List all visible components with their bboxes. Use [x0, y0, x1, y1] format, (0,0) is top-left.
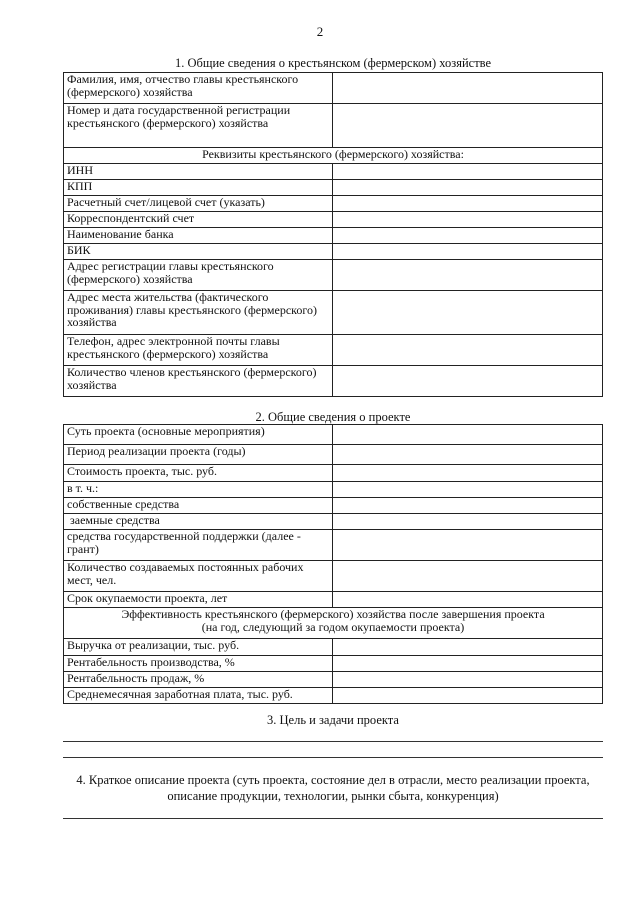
field-label: Количество членов крестьянского (фермерского) хозяйства — [64, 366, 333, 397]
members-count-field[interactable] — [333, 366, 603, 397]
field-label: Среднемесячная заработная плата, тыс. руб. — [64, 688, 333, 704]
field-label: Адрес места жительства (фактического проживания) главы крестьянского (фермерского) хозяйства — [64, 291, 333, 335]
page-number: 2 — [316, 24, 324, 39]
section1-table — [63, 72, 603, 397]
field-label: Рентабельность продаж, % — [64, 672, 333, 688]
bik-field[interactable] — [333, 244, 603, 260]
efficiency-header-row — [64, 608, 603, 639]
field-label: в т. ч.: — [64, 482, 333, 498]
revenue-field[interactable] — [333, 639, 603, 656]
answer-line[interactable] — [63, 757, 603, 758]
field-label: ИНН — [64, 164, 333, 180]
own-funds-field[interactable] — [333, 498, 603, 514]
payback-field[interactable] — [333, 592, 603, 608]
field-label: КПП — [64, 180, 333, 196]
field-label: Выручка от реализации, тыс. руб. — [64, 639, 333, 656]
grant-field[interactable] — [333, 530, 603, 561]
table-row — [64, 530, 603, 561]
table-row — [64, 561, 603, 592]
borrowed-funds-field[interactable] — [333, 514, 603, 530]
project-cost-field[interactable] — [333, 465, 603, 482]
section4-title-line1: 4. Краткое описание проекта (суть проекта, состояние дел в отрасли, место реализации проекта, — [76, 773, 590, 787]
project-essence-field[interactable] — [333, 425, 603, 445]
table-row — [64, 482, 603, 498]
table-row — [64, 335, 603, 366]
field-label: заемные средства — [64, 514, 333, 530]
reg-address-field[interactable] — [333, 260, 603, 291]
including-field[interactable] — [333, 482, 603, 498]
account-field[interactable] — [333, 196, 603, 212]
registration-field[interactable] — [333, 104, 603, 148]
table-row — [64, 688, 603, 704]
efficiency-header-line1: Эффективность крестьянского (фермерского) хозяйства после завершения проекта — [121, 607, 545, 621]
head-fio-field[interactable] — [333, 73, 603, 104]
table-row — [64, 656, 603, 672]
table-row — [64, 592, 603, 608]
jobs-field[interactable] — [333, 561, 603, 592]
avg-salary-field[interactable] — [333, 688, 603, 704]
table-row — [64, 228, 603, 244]
field-label: Стоимость проекта, тыс. руб. — [64, 465, 333, 482]
kpp-field[interactable] — [333, 180, 603, 196]
efficiency-header — [64, 608, 603, 639]
table-row — [64, 260, 603, 291]
table-row — [64, 73, 603, 104]
field-label: Адрес регистрации главы крестьянского (фермерского) хозяйства — [64, 260, 333, 291]
table-row — [64, 639, 603, 656]
table-row — [64, 212, 603, 228]
table-row — [64, 196, 603, 212]
table-row — [64, 498, 603, 514]
sales-profitability-field[interactable] — [333, 672, 603, 688]
answer-line[interactable] — [63, 741, 603, 742]
field-label: Период реализации проекта (годы) — [64, 445, 333, 465]
field-label: БИК — [64, 244, 333, 260]
table-row — [64, 180, 603, 196]
field-label: Наименование банка — [64, 228, 333, 244]
corr-account-field[interactable] — [333, 212, 603, 228]
field-label: средства государственной поддержки (далее - грант) — [64, 530, 333, 561]
inn-field[interactable] — [333, 164, 603, 180]
residence-address-field[interactable] — [333, 291, 603, 335]
field-label: собственные средства — [64, 498, 333, 514]
field-label: Фамилия, имя, отчество главы крестьянского (фермерского) хозяйства — [64, 73, 333, 104]
project-period-field[interactable] — [333, 445, 603, 465]
field-label: Корреспондентский счет — [64, 212, 333, 228]
field-label: Телефон, адрес электронной почты главы крестьянского (фермерского) хозяйства — [64, 335, 333, 366]
field-label: Срок окупаемости проекта, лет — [64, 592, 333, 608]
field-label: Рентабельность производства, % — [64, 656, 333, 672]
section4-title — [63, 772, 603, 804]
table-row — [64, 465, 603, 482]
table-row — [64, 445, 603, 465]
answer-line[interactable] — [63, 818, 603, 819]
table-row — [64, 291, 603, 335]
production-profitability-field[interactable] — [333, 656, 603, 672]
requisites-header: Реквизиты крестьянского (фермерского) хозяйства: — [64, 148, 603, 164]
table-row — [64, 244, 603, 260]
section2-table — [63, 424, 603, 704]
requisites-header-row — [64, 148, 603, 164]
bank-name-field[interactable] — [333, 228, 603, 244]
contact-field[interactable] — [333, 335, 603, 366]
field-label: Количество создаваемых постоянных рабочих мест, чел. — [64, 561, 333, 592]
field-label: Суть проекта (основные мероприятия) — [64, 425, 333, 445]
table-row — [64, 164, 603, 180]
efficiency-header-line2: (на год, следующий за годом окупаемости проекта) — [201, 619, 465, 634]
table-row — [64, 366, 603, 397]
field-label: Расчетный счет/лицевой счет (указать) — [64, 196, 333, 212]
section2-title: 2. Общие сведения о проекте — [255, 410, 411, 424]
field-label: Номер и дата государственной регистрации крестьянского (фермерского) хозяйства — [64, 104, 333, 148]
table-row — [64, 672, 603, 688]
section3-title: 3. Цель и задачи проекта — [267, 713, 399, 727]
table-row — [64, 514, 603, 530]
table-row — [64, 425, 603, 445]
table-row — [64, 104, 603, 148]
section4-title-line2: описание продукции, технологии, рынки сбыта, конкуренция) — [167, 789, 499, 803]
section1-title: 1. Общие сведения о крестьянском (фермерском) хозяйстве — [174, 56, 492, 70]
